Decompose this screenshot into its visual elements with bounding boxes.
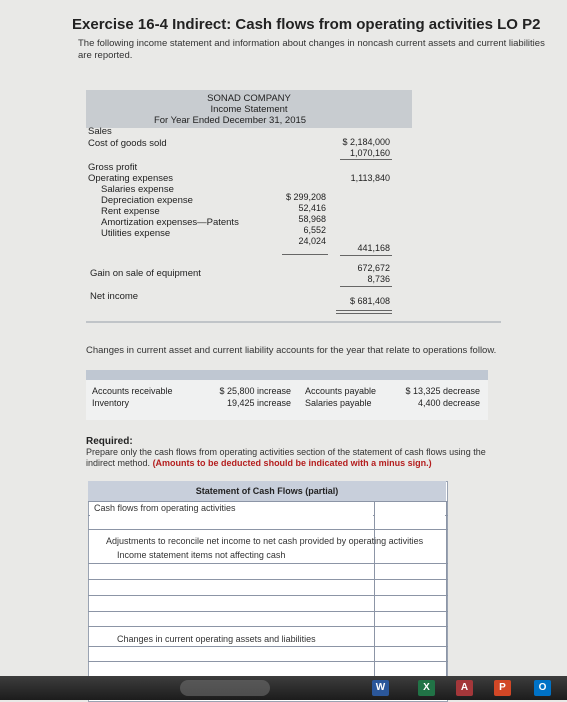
income-item-3-input[interactable] — [90, 596, 373, 610]
expense-label: Salaries expense — [101, 184, 174, 195]
expense-label: Utilities expense — [101, 228, 171, 239]
sales-label: Sales — [88, 126, 112, 137]
page-title: Exercise 16-4 Indirect: Cash flows from operating activities LO P2 — [72, 16, 541, 33]
income-before-gain-value: 672,672 — [357, 263, 390, 273]
change-item-1-input[interactable] — [90, 647, 373, 661]
sales-value: $ 2,184,000 — [342, 137, 390, 147]
changes-asset-label: Accounts receivable — [92, 386, 173, 396]
table-column-divider — [374, 501, 375, 700]
income-item-1-input[interactable] — [90, 564, 373, 578]
opex-total-underline — [340, 255, 392, 256]
required-text — [86, 447, 516, 469]
gain-value: 8,736 — [367, 274, 390, 284]
company-name: SONAD COMPANY — [207, 93, 291, 104]
net-income-value: $ 681,408 — [349, 296, 390, 306]
excel-icon[interactable]: X — [418, 680, 435, 696]
access-icon[interactable]: A — [456, 680, 473, 696]
cogs-label: Cost of goods sold — [88, 138, 167, 149]
income-item-4-input[interactable] — [90, 612, 373, 626]
gross-profit-label: Gross profit — [88, 162, 138, 173]
cogs-value: 1,070,160 — [349, 148, 390, 158]
changes-intro: Changes in current asset and current liability accounts for the year that relate to operations follow. — [86, 345, 497, 356]
income-items-label: Income statement items not affecting cash — [117, 550, 286, 560]
operating-expenses-label: Operating expenses — [88, 173, 174, 184]
expense-label: Depreciation expense — [101, 195, 193, 206]
gain-label: Gain on sale of equipment — [90, 268, 201, 279]
word-icon[interactable]: W — [372, 680, 389, 696]
expense-value: 24,024 — [298, 236, 326, 246]
required-label: Required: — [86, 436, 133, 447]
required-note: (Amounts to be deducted should be indicated with a minus sign.) — [152, 458, 432, 468]
gross-profit-value: 1,113,840 — [350, 173, 390, 183]
changes-liability-value: 4,400 decrease — [417, 398, 480, 408]
changes-liability-value: $ 13,325 decrease — [405, 386, 480, 396]
changes-liability-label: Salaries payable — [305, 398, 372, 408]
net-income-double-underline-2 — [336, 313, 392, 314]
table-row-divider — [88, 529, 448, 530]
outlook-icon[interactable]: O — [534, 680, 551, 696]
changes-asset-value: $ 25,800 increase — [219, 386, 291, 396]
net-income-label: Net income — [90, 291, 139, 302]
expense-value: 58,968 — [298, 214, 326, 224]
changes-liability-label: Accounts payable — [305, 386, 377, 396]
table-row-divider — [88, 501, 448, 502]
taskbar-dock-shelf — [180, 680, 270, 696]
expense-value: $ 299,208 — [285, 192, 326, 202]
cash-flow-statement-title: Statement of Cash Flows (partial) — [88, 481, 446, 501]
taskbar — [0, 676, 567, 700]
operating-expenses-total: 441,168 — [357, 243, 390, 253]
cash-flows-from-operating-label: Cash flows from operating activities — [94, 503, 236, 513]
gain-underline — [340, 286, 392, 287]
statement-name: Income Statement — [210, 104, 288, 115]
expense-value: 6,552 — [303, 225, 326, 235]
changes-table-header — [86, 370, 488, 380]
expense-value: 52,416 — [298, 203, 326, 213]
adjustments-label: Adjustments to reconcile net income to net cash provided by operating activities — [106, 536, 424, 546]
changes-asset-label: Inventory — [92, 398, 130, 408]
powerpoint-icon[interactable]: P — [494, 680, 511, 696]
net-income-double-underline-1 — [336, 310, 392, 311]
section-divider — [86, 321, 501, 323]
table-row-divider — [88, 626, 448, 627]
table-column-divider — [446, 501, 447, 700]
change-item-2-input[interactable] — [90, 662, 373, 675]
required-instructions: Prepare only the cash flows from operating activities section of the statement of cash flows using the indirect method. — [86, 447, 486, 468]
net-income-label-input[interactable] — [90, 515, 373, 529]
changes-asset-value: 19,425 increase — [226, 398, 291, 408]
expense-label: Amortization expenses—Patents — [101, 217, 239, 228]
cogs-underline — [340, 159, 392, 160]
income-item-2-input[interactable] — [90, 580, 373, 594]
changes-operating-label: Changes in current operating assets and liabilities — [117, 634, 316, 644]
net-income-input[interactable] — [375, 515, 445, 529]
expenses-underline — [282, 254, 328, 255]
expense-label: Rent expense — [101, 206, 160, 217]
intro-text: The following income statement and information about changes in noncash current assets and current liabilities are reported. — [78, 38, 545, 61]
statement-period: For Year Ended December 31, 2015 — [153, 115, 307, 126]
